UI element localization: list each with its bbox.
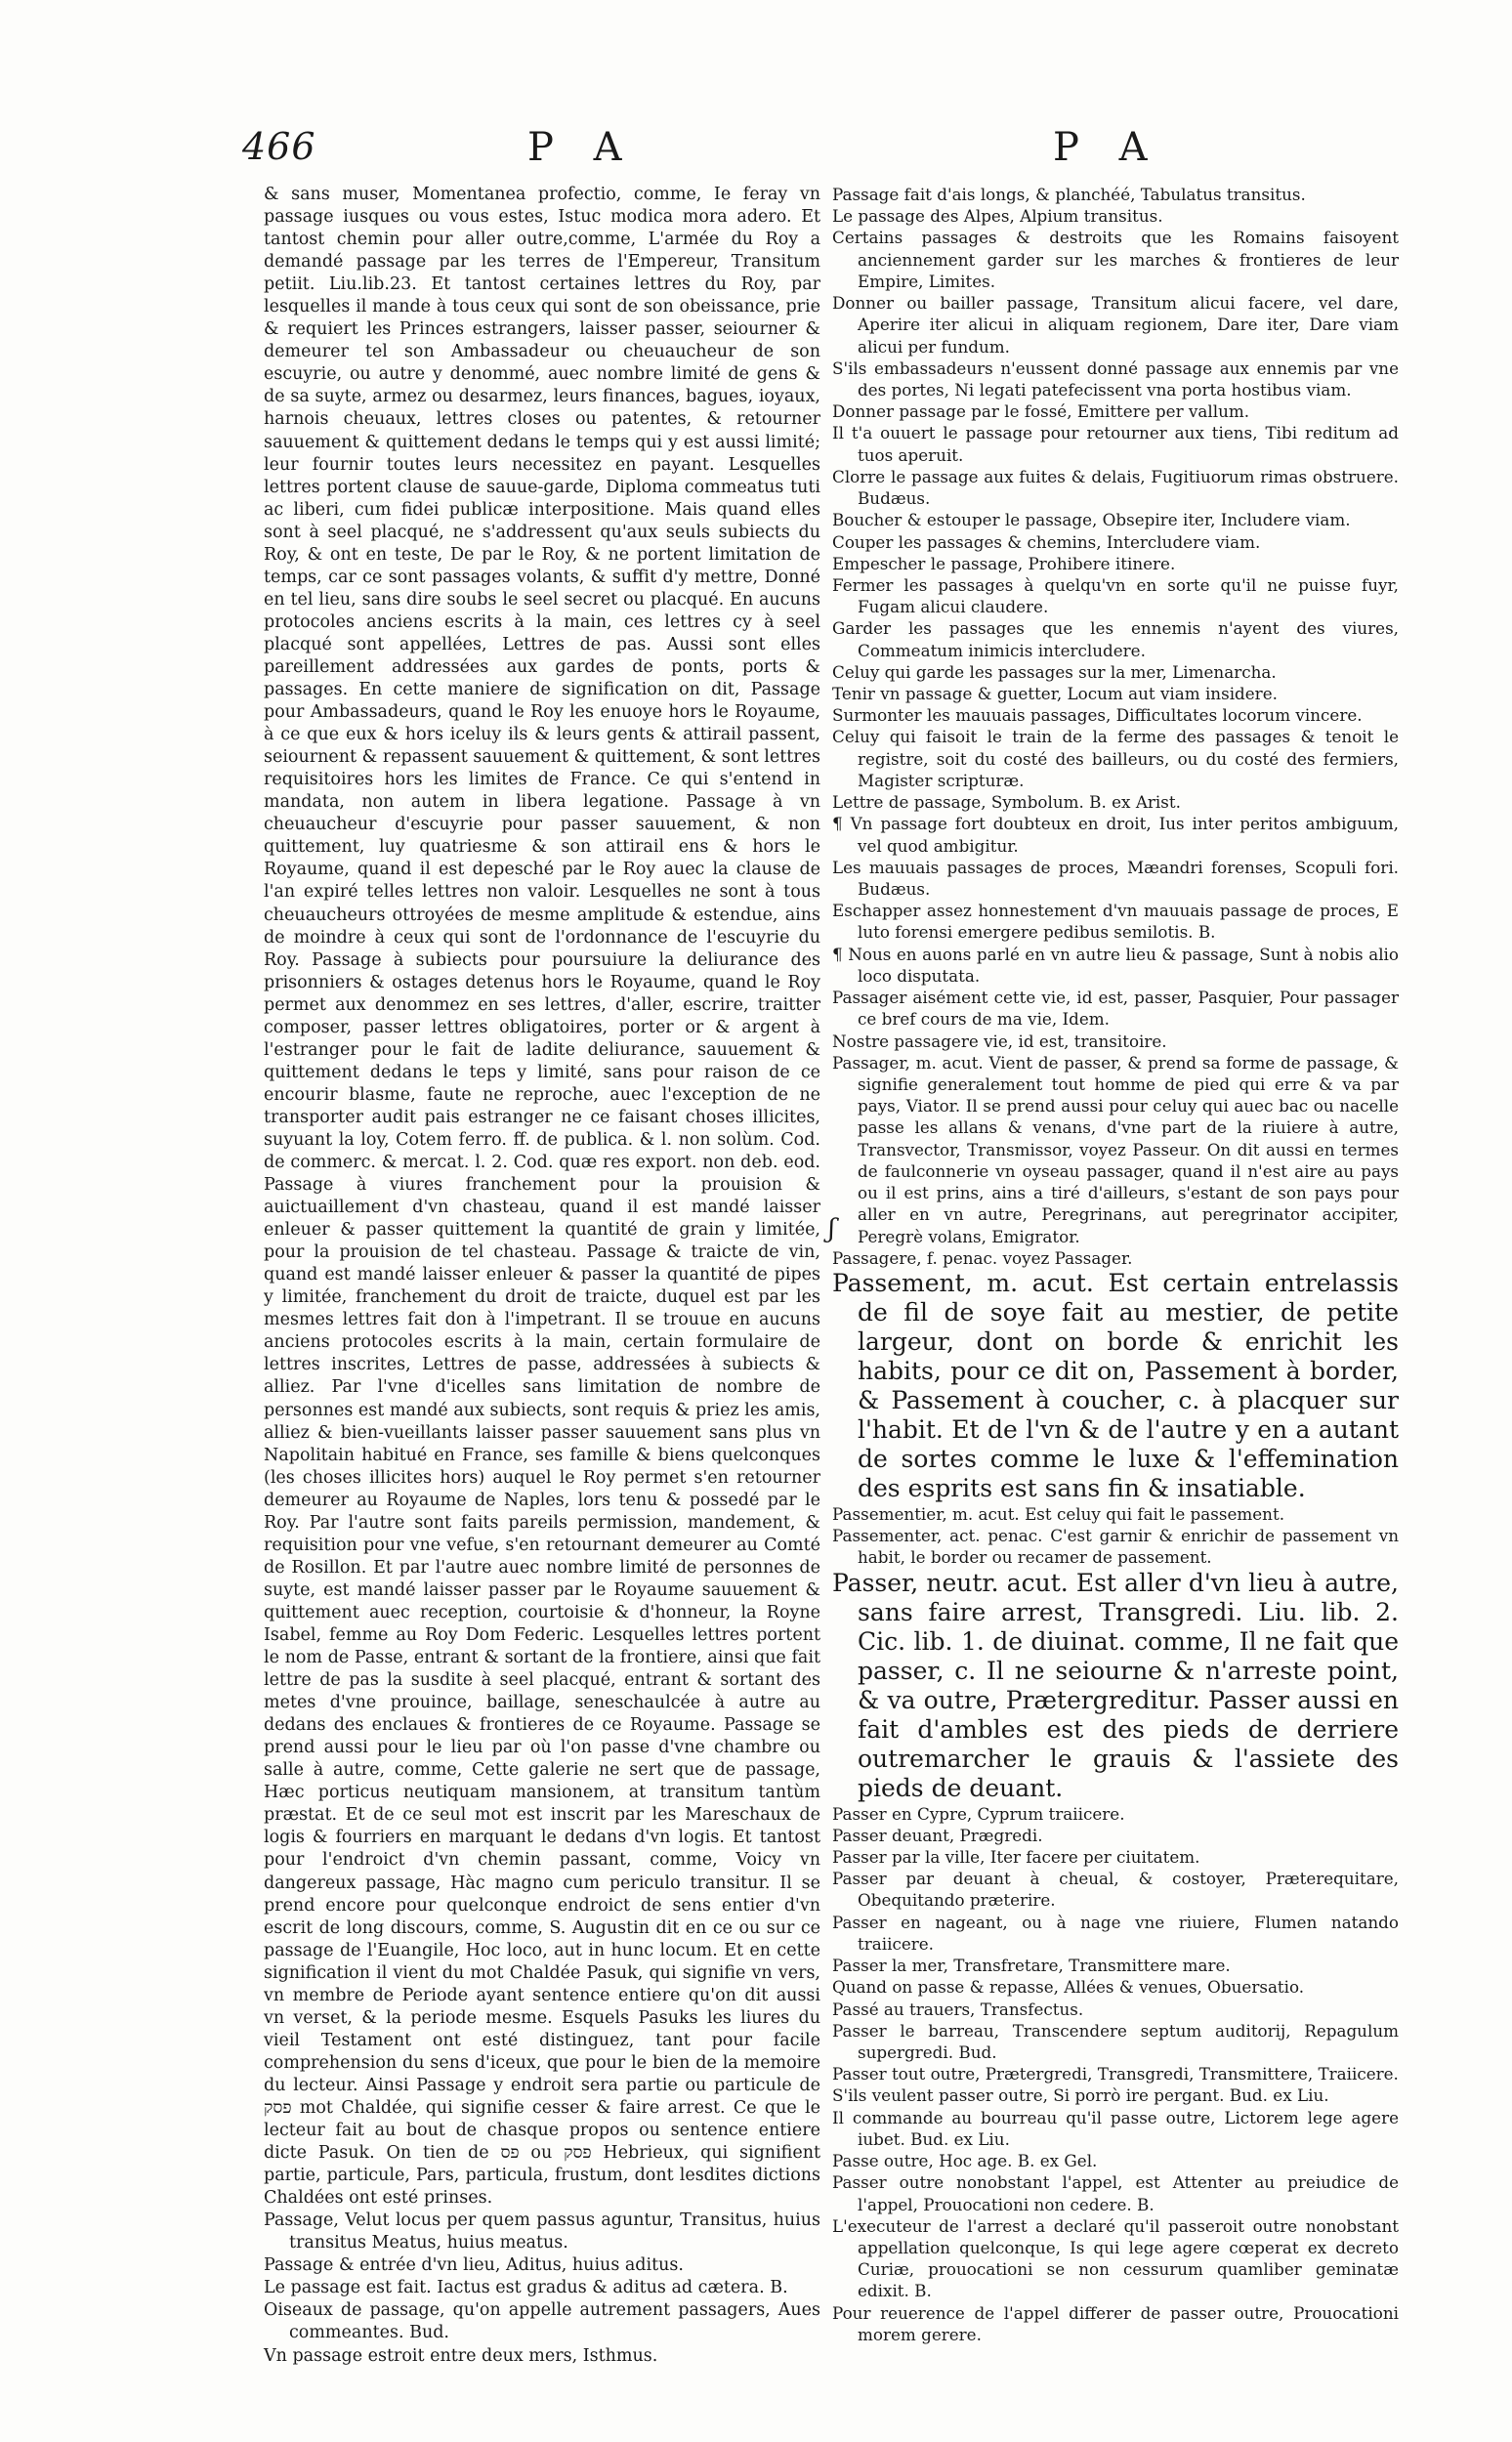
dictionary-entry: Pour reuerence de l'appel differer de passer outre, Prouocationi morem gerere. <box>832 2302 1399 2344</box>
dictionary-entry: Il t'a ouuert le passage pour retourner aux tiens, Tibi reditum ad tuos aperuit. <box>832 423 1399 465</box>
entry-oiseaux-de-passage: Oiseaux de passage, qu'on appelle autrement passagers, Aues commeantes. Bud. <box>264 2300 820 2343</box>
dictionary-entry: Passer tout outre, Prætergredi, Transgredi, Transmittere, Traiicere. <box>832 2064 1399 2084</box>
dictionary-entry: Clorre le passage aux fuites & delais, Fugitiuorum rimas obstruere. Budæus. <box>832 466 1399 509</box>
dictionary-entry: Tenir vn passage & guetter, Locum aut viam insidere. <box>832 684 1278 704</box>
dictionary-entry: Passé au trauers, Transfectus. <box>832 1999 1084 2019</box>
entry-passer: Passer, neutr. acut. Est aller d'vn lieu à autre, sans faire arrest, Transgredi. Liu. lib. 2. Cic. lib. 1. de diuinat. comme, Il ne fait que passer, c. Il ne seiourne & n'arreste point, & va outre, Prætergreditur. Passer aussi en fait d'ambles est des pieds de derriere outremarcher le grauis & l'assiete des pieds de deuant. <box>832 1568 1399 1802</box>
running-head-right: P A <box>1053 125 1161 170</box>
dictionary-entry: Quand on passe & repasse, Allées & venues, Obuersatio. <box>832 1977 1305 1998</box>
dictionary-entry: Celuy qui faisoit le train de la ferme des passages & tenoit le registre, soit du costé des bailleurs, ou du costé des fermiers, Magister scripturæ. <box>832 727 1399 790</box>
dictionary-entry: Empescher le passage, Prohibere itinere. <box>832 553 1176 573</box>
page-header <box>0 125 1512 184</box>
dictionary-entry: Boucher & estouper le passage, Obsepire iter, Includere viam. <box>832 510 1351 530</box>
dictionary-entry: ¶ Vn passage fort doubteux en droit, Ius inter peritos ambiguum, vel quod ambigitur. <box>832 814 1399 856</box>
entry-passementier: Passementier, m. acut. Est celuy qui fait le passement. <box>832 1503 1285 1524</box>
dictionary-entry: Nostre passagere vie, id est, transitoire. <box>832 1031 1167 1051</box>
entry-passage-fait: Le passage est fait. Iactus est gradus & aditus ad cætera. B. <box>264 2278 788 2298</box>
dictionary-entry: Certains passages & destroits que les Romains faisoyent anciennement garder sur les marches & frontieres de leur Empire, Limites. <box>832 228 1399 291</box>
margin-mark-icon: ʃ <box>828 1214 836 1243</box>
entry-passagere: Passagere, f. penac. voyez Passager. <box>832 1247 1133 1268</box>
dictionary-entry: Il commande au bourreau qu'il passe outre, Lictorem lege agere iubet. Bud. ex Liu. <box>832 2107 1399 2149</box>
dictionary-entry: Donner passage par le fossé, Emittere per vallum. <box>832 401 1250 422</box>
entry-passementer: Passementer, act. penac. C'est garnir & enrichir de passement vn habit, le border ou recamer de passement. <box>832 1526 1399 1568</box>
running-head-left: P A <box>527 125 636 170</box>
dictionary-entry: Couper les passages & chemins, Intercludere viam. <box>832 531 1261 552</box>
dictionary-entry: Passer par deuant à cheual, & costoyer, Præterequitare, Obequitando præterire. <box>832 1869 1399 1911</box>
right-column <box>832 184 1399 2345</box>
dictionary-entry: Passer deuant, Prægredi. <box>832 1825 1043 1845</box>
dictionary-entry: Eschapper assez honnestement d'vn mauuais passage de proces, E luto forensi emergere pedibus semilotis. B. <box>832 901 1399 943</box>
entry-passage-estroit: Vn passage estroit entre deux mers, Isthmus. <box>264 2345 658 2366</box>
entry-passage-locus: Passage, Velut locus per quem passus aguntur, Transitus, huius transitus Meatus, huius meatus. <box>264 2210 820 2253</box>
entry-passage-main: & sans muser, Momentanea profectio, comme, Ie feray vn passage iusques ou vous estes, Istuc modica mora adero. Et tantost chemin pour aller outre,comme, L'armée du Roy a demandé passage par les terres de l'Empereur, Transitum petiit. Liu.lib.23. Et tantost certaines lettres du Roy, par lesquelles il mande à tous ceux qui sont de son obeissance, prie & requiert les Princes estrangers, laisser passer, seiourner & demeurer tel son Ambassadeur ou cheuaucheur de son escuyrie, ou autre y denommé, auec nombre limité de gens & de sa suyte, armez ou desarmez, leurs finances, bagues, ioyaux, harnois cheuaux, lettres closes ou patentes, & retourner sauuement & quittement dedans le temps qui y est aussi limité; leur fournir toutes leurs necessitez en payant. Lesquelles lettres portent clause de sauue-garde, Diploma commeatus tuti ac liberi, cum fidei publicæ interpositione. Mais quand elles sont à seel placqué, ne s'addressent qu'aux seuls subiects du Roy, & ont en teste, De par le Roy, & ne portent limitation de temps, car ce sont passages volants, & suffit d'y mettre, Donné en tel lieu, sans dire soubs le seel secret ou placqué. En aucuns protocoles anciens escrits à la main, ces lettres cy à seel placqué sont appellées, Lettres de pas. Aussi sont elles pareillement addressées aux gardes de ponts, ports & passages. En cette maniere de signification on dit, Passage pour Ambassadeurs, quand le Roy les enuoye hors le Royaume, à ce que eux & hors iceluy ils & leurs gents & attirail passent, seiournent & repassent sauuement & quittement, & sont lettres requisitoires hors les limites de France. Ce qui s'entend in mandata, non autem in libera legatione. Passage à vn cheuaucheur d'escuyrie pour passer sauuement, & non quittement, luy quatriesme & son attirail ens & hors le Royaume, quand il est depesché par le Roy auec la clause de l'an expiré telles lettres non valoir. Lesquelles ne sont à tous cheuaucheurs ottroyées de mesme amplitude & estendue, ains de moindre à ceux qui sont de l'ordonnance de l'escuyrie du Roy. Passage à subiects pour poursuiure la deliurance des prisonniers & ostages detenus hors le Royaume, quand le Roy permet aux denommez en ses lettres, d'aller, escrire, traitter composer, passer lettres obligatoires, porter or & argent à l'estranger pour le fait de ladite deliurance, sauuement & quittement dedans le teps y limité, sans pour raison de ce encourir blasme, faute ne reproche, auec l'exception de ne transporter audit pais estranger ne ce faisant choses illicites, suyuant la loy, Cotem ferro. ff. de publica. & l. non solùm. Cod. de commerc. & mercat. l. 2. Cod. quæ res export. non deb. eod. Passage à viures franchement pour la prouision & auictuaillement d'vn chasteau, quand il est mandé laisser enleuer & passer quittement la quantité de grain y limitée, pour la prouision de tel chasteau. Passage & traicte de vin, quand est mandé laisser enleuer & passer la quantité de pipes y limitée, franchement du droit de traicte, duquel est par les mesmes lettres fait don à l'impetrant. Il se trouue en aucuns anciens protocoles escrits à la main, certain formulaire de lettres inscrites, Lettres de passe, addressées à subiects & alliez. Par l'vne d'icelles sans limitation de nombre de personnes est mandé aux subiects, sont requis & priez les amis, alliez & bien-vueillants laisser passer sauuement sans plus vn Napolitain habitué en France, ses famille & biens quelconques (les choses illicites hors) auquel le Roy permet s'en retourner demeurer au Royaume de Naples, lors tenu & possedé par le Roy. Par l'autre sont faits pareils permission, mandement, & requisition pour vne vefue, s'en retournant demeurer au Comté de Rosillon. Et par l'autre auec nombre limité de personnes de suyte, est mandé laisser passer par le Royaume sauuement & quittement auec reception, courtoisie & d'honneur, la Royne Isabel, femme au Roy Dom Federic. Lesquelles lettres portent le nom de Passe, entrant & sortant de la frontiere, ainsi que fait lettre de pas la susdite à seel placqué, entrant & sortant des metes d'vne prouince, baillage, seneschaulcée à autre au dedans des enclaues & frontieres de ce Royaume. Passage se prend aussi pour le lieu par où l'on passe d'vne chambre ou salle à autre, comme, Cette galerie ne sert que de passage, Hæc porticus neutiquam mansionem, at transitum tantùm præstat. Et de ce seul mot est inscrit par les Mareschaux de logis & fourriers en marquant le dedans d'vn logis. Et tantost pour l'endroict d'vn chemin passant, comme, Voicy vn dangereux passage, Hàc magno cum periculo transitur. Il se prend encore pour quelconque endroict de sens entier d'vn escrit de long discours, comme, S. Augustin dit en ce ou sur ce passage de l'Euangile, Hoc loco, aut in hunc locum. Et en cette signification il vient du mot Chaldée Pasuk, qui signifie vn vers, vn membre de Periode ayant sentence entiere qu'on dit aussi vn verset, & la periode mesme. Esquels Pasuks les liures du vieil Testament ont esté distinguez, tant pour facile comprehension du sens d'iceux, que pour le bien de la memoire du lecteur. Ainsi Passage y endroit sera partie ou particule de פסק mot Chaldée, qui signifie cesser & faire arrest. Ce que le lecteur fait au bout de chasque propos ou sentence entiere dicte Pasuk. On tien de פס ou פסק Hebrieux, qui signifient partie, particule, Pars, particula, frustum, dont lesdites dictions Chaldées ont esté prinses. <box>264 185 821 2209</box>
entry-passager: Passager, m. acut. Vient de passer, & prend sa forme de passage, & signifie generalement tout homme de pied qui erre & va par pays, Viator. Il se prend aussi pour celuy qui auec bac ou nacelle passe les allans & venans, d'vne part de la riuiere à autre, Transvector, Transmissor, voyez Passeur. On dit aussi en termes de faulconnerie vn oyseau passager, quand il n'est aire au pays ou il est prins, ains a tiré d'ailleurs, s'estant de son pays pour aller en vn autre, Peregrinans, aut peregrinator accipiter, Peregrè volans, Emigrator. <box>832 1052 1399 1246</box>
dictionary-entry: Passer par la ville, Iter facere per ciuitatem. <box>832 1847 1200 1868</box>
dictionary-entry: ¶ Nous en auons parlé en vn autre lieu & passage, Sunt à nobis alio loco disputata. <box>832 944 1399 986</box>
dictionary-entry: Donner ou bailler passage, Transitum alicui facere, vel dare, Aperire iter alicui in aliquam regionem, Dare iter, Dare viam alicui per fundum. <box>832 293 1399 357</box>
dictionary-entry: Passer en Cypre, Cyprum traiicere. <box>832 1803 1125 1824</box>
page-number: 466 <box>242 125 316 168</box>
dictionary-entry: Passer en nageant, ou à nage vne riuiere, Flumen natando traiicere. <box>832 1912 1399 1954</box>
dictionary-entry: Surmonter les mauuais passages, Difficultates locorum vincere. <box>832 705 1363 726</box>
dictionary-entry: Celuy qui garde les passages sur la mer, Limenarcha. <box>832 661 1277 682</box>
entry-passement: Passement, m. acut. Est certain entrelassis de fil de soye fait au mestier, de petite largeur, dont on borde & enrichit les habits, pour ce dit on, Passement à border, & Passement à coucher, c. à placquer sur l'habit. Et de l'vn & de l'autre y en a autant de sortes comme le luxe & l'effemination des esprits est sans fin & insatiable. <box>832 1268 1399 1502</box>
dictionary-entry: Le passage des Alpes, Alpium transitus. <box>832 206 1163 227</box>
dictionary-entry: Fermer les passages à quelqu'vn en sorte qu'il ne puisse fuyr, Fugam alicui claudere. <box>832 574 1399 617</box>
dictionary-entry: Les mauuais passages de proces, Mæandri forenses, Scopuli fori. Budæus. <box>832 857 1399 899</box>
dictionary-entry: Garder les passages que les ennemis n'ayent des viures, Commeatum inimicis intercludere. <box>832 618 1399 660</box>
dictionary-entry: L'executeur de l'arrest a declaré qu'il passeroit outre nonobstant appellation quelconque, Is qui lege agere cœperat ex decreto Curiæ, prouocationi se non cessurum quamliber geminatæ edixit. B. <box>832 2215 1399 2301</box>
dictionary-entry: Passage fait d'ais longs, & planchéé, Tabulatus transitus. <box>832 185 1306 204</box>
dictionary-entry: Passer la mer, Transfretare, Transmittere mare. <box>832 1956 1231 1976</box>
dictionary-entry: Passager aisément cette vie, id est, passer, Pasquier, Pour passager ce bref cours de ma vie, Idem. <box>832 988 1399 1030</box>
dictionary-entry: S'ils embassadeurs n'eussent donné passage aux ennemis par vne des portes, Ni legati patefecissent vna porta hostibus viam. <box>832 358 1399 400</box>
dictionary-entry: S'ils veulent passer outre, Si porrò ire pergant. Bud. ex Liu. <box>832 2085 1329 2106</box>
dictionary-entry: Passer le barreau, Transcendere septum auditorij, Repagulum supergredi. Bud. <box>832 2020 1399 2062</box>
dictionary-entry: Lettre de passage, Symbolum. B. ex Arist. <box>832 792 1181 813</box>
left-column <box>264 184 820 2368</box>
dictionary-entry: Passer outre nonobstant l'appel, est Attenter au preiudice de l'appel, Prouocationi non cedere. B. <box>832 2172 1399 2214</box>
entry-passage-entree: Passage & entrée d'vn lieu, Aditus, huius aditus. <box>264 2255 684 2276</box>
dictionary-entry: Passe outre, Hoc age. B. ex Gel. <box>832 2151 1098 2171</box>
